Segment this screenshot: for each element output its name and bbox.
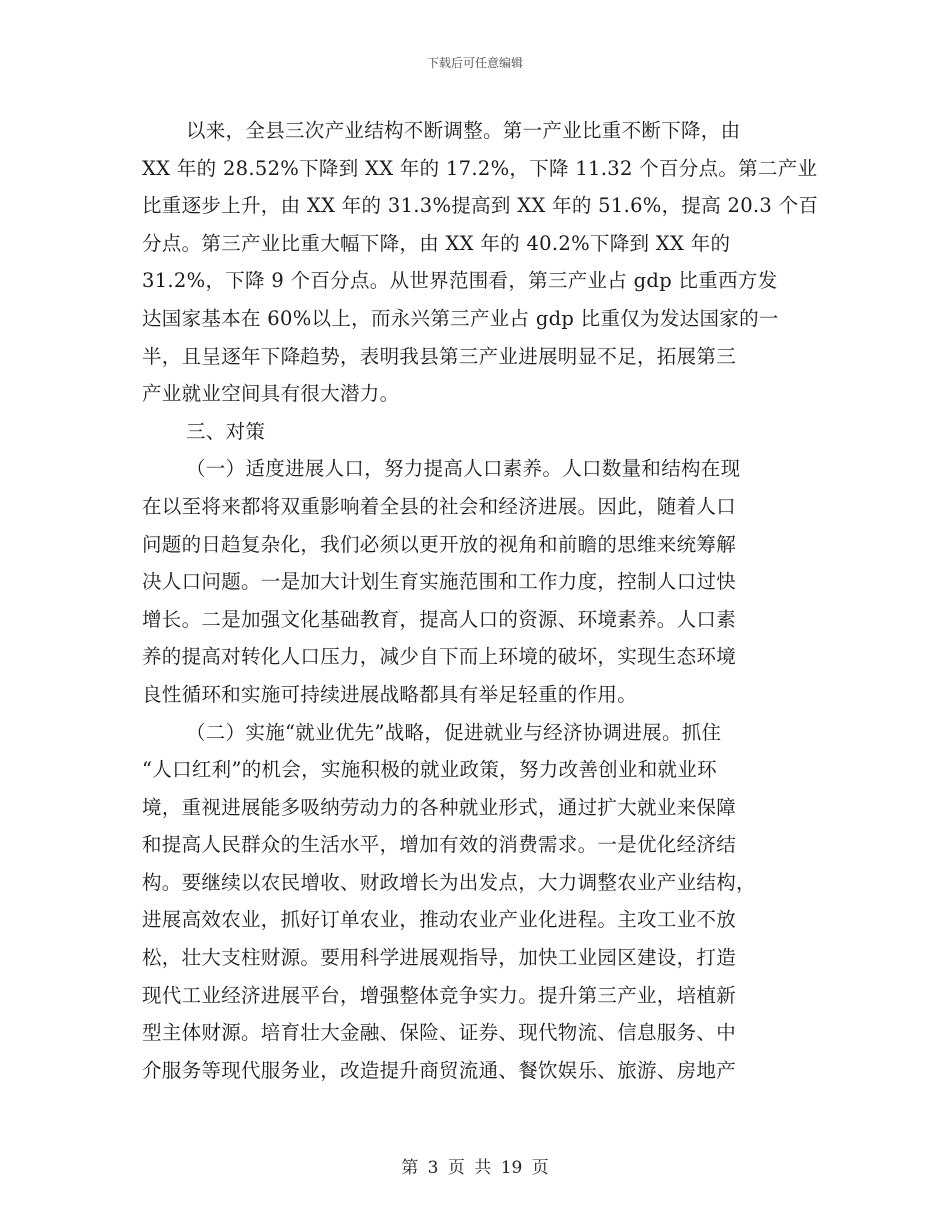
body-line: 境，重视进展能多吸纳劳动力的各种就业形式，通过扩大就业来保障	[142, 795, 737, 819]
body-line: 和提高人民群众的生活水平，增加有效的消费需求。一是优化经济结	[142, 833, 737, 857]
body-line: 决人口问题。一是加大计划生育实施范围和工作力度，控制人口过快	[142, 570, 737, 594]
body-line: 半，且呈逐年下降趋势，表明我县第三产业进展明显不足，拓展第三	[142, 344, 737, 368]
body-line: 以来，全县三次产业结构不断调整。第一产业比重不断下降，由	[186, 119, 741, 142]
body-line: 型主体财源。培育壮大金融、保险、证券、现代物流、信息服务、中	[142, 1021, 737, 1045]
body-line: 比重逐步上升，由 XX 年的 31.3%提高到 XX 年的 51.6%，提高 20.3 个百	[142, 194, 819, 218]
body-line: 良性循环和实施可持续进展战略都具有举足轻重的作用。	[142, 682, 638, 706]
body-line: “人口红利”的机会，实施积极的就业政策，努力改善创业和就业环	[142, 758, 717, 782]
body-line: 养的提高对转化人口压力，减少自下而上环境的破坏，实现生态环境	[142, 645, 737, 669]
body-line: 构。要继续以农民增收、财政增长为出发点，大力调整农业产业结构，	[142, 870, 756, 894]
section-heading: 三、对策	[186, 419, 266, 443]
body-line: 进展高效农业，抓好订单农业，推动农业产业化进程。主攻工业不放	[142, 908, 737, 932]
body-line: （二）实施“就业优先”战略，促进就业与经济协调进展。抓住	[186, 720, 722, 744]
page-number-footer: 第 3 页 共 19 页	[401, 1158, 549, 1178]
body-line: 介服务等现代服务业，改造提升商贸流通、餐饮娱乐、旅游、房地产	[142, 1058, 737, 1082]
body-line: 问题的日趋复杂化，我们必须以更开放的视角和前瞻的思维来统筹解	[142, 532, 737, 556]
body-line: 松，壮大支柱财源。要用科学进展观指导，加快工业园区建设，打造	[142, 946, 737, 970]
page-header: 下载后可任意编辑	[426, 56, 523, 70]
body-line: 在以至将来都将双重影响着全县的社会和经济进展。因此，随着人口	[142, 494, 737, 518]
body-line: 产业就业空间具有很大潜力。	[142, 382, 400, 406]
document-body	[142, 112, 819, 1089]
body-line: XX 年的 28.52%下降到 XX 年的 17.2%，下降 11.32 个百分点。第二产业	[142, 156, 818, 180]
body-line: 达国家基本在 60%以上，而永兴第三产业占 gdp 比重仅为发达国家的一	[142, 306, 779, 330]
body-line: 增长。二是加强文化基础教育，提高人口的资源、环境素养。人口素	[142, 607, 737, 631]
body-line: 分点。第三产业比重大幅下降，由 XX 年的 40.2%下降到 XX 年的	[142, 231, 731, 255]
body-line: （一）适度进展人口，努力提高人口素养。人口数量和结构在现	[186, 457, 741, 481]
body-line: 现代工业经济进展平台，增强整体竞争实力。提升第三产业，培植新	[142, 983, 737, 1007]
body-line: 31.2%，下降 9 个百分点。从世界范围看，第三产业占 gdp 比重西方发	[142, 269, 778, 293]
